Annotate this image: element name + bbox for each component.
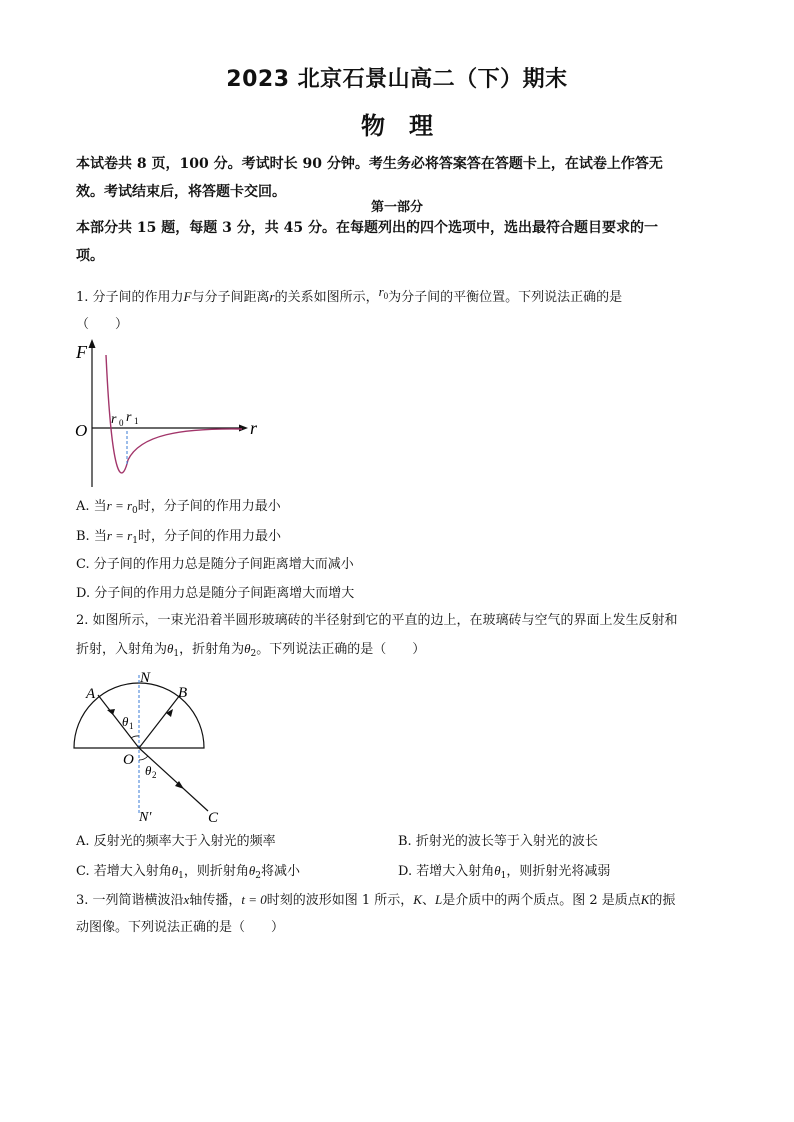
q1-stem — [76, 284, 736, 310]
y-axis-arrow — [89, 339, 96, 348]
part-heading: 第一部分 — [370, 200, 423, 215]
theta1-arc — [131, 736, 139, 738]
axis-label-r: r — [250, 418, 258, 438]
r0-label: r — [111, 412, 117, 427]
q1-stem-a: 1. 分子间的作用力 — [76, 290, 184, 305]
label-N-prime: N′ — [139, 810, 152, 825]
intro-line-2: 效。考试结束后，将答题卡交回。 — [76, 184, 286, 200]
r1-subscript: 1 — [134, 416, 139, 426]
q1-stem-c: 的关系如图所示， — [274, 290, 379, 305]
q2-stem-line-2: 折射，入射角为$\theta_1$，折射角为$\theta_2$。下列说法正确的是（ ） — [76, 641, 426, 659]
x-axis-arrow — [239, 425, 248, 432]
label-theta1-sub: 1 — [129, 721, 134, 731]
q3-stem-line-2: 动图像。下列说法正确的是（ ） — [76, 920, 285, 935]
q2-option-a: A. 反射光的频率大于入射光的频率 — [76, 834, 276, 849]
label-O: O — [123, 752, 134, 768]
exam-title: 2023 北京石景山高二（下）期末 — [226, 67, 568, 92]
label-theta1: θ — [122, 714, 129, 729]
q1-var-r: r — [269, 289, 275, 304]
label-theta2: θ — [145, 763, 152, 778]
q1-stem-b: 与分子间距离 — [191, 290, 270, 305]
q1-option-a: A. 当$r = r_0$时，分子间的作用力最小 — [76, 498, 281, 516]
subject-title: 物 理 — [361, 112, 433, 140]
label-N: N — [140, 670, 151, 686]
label-A: A — [86, 686, 96, 702]
label-theta2-sub: 2 — [152, 770, 157, 780]
part-desc-line-2: 项。 — [76, 248, 104, 264]
q1-var-r0: $r_0$ — [378, 284, 389, 301]
q1-option-c: C. 分子间的作用力总是随分子间距离增大而减小 — [76, 557, 354, 572]
q1-option-b: B. 当$r = r_1$时，分子间的作用力最小 — [76, 528, 281, 546]
theta2-arc — [139, 756, 148, 760]
axis-label-F: F — [76, 342, 87, 362]
q2-option-c: C. 若增大入射角$\theta_1$，则折射角$\theta_2$将减小 — [76, 863, 301, 881]
label-C: C — [208, 810, 219, 826]
r0-subscript: 0 — [119, 418, 124, 428]
q3-stem-line-1: 3. 一列简谐横波沿x轴传播，t = 0时刻的波形如图 1 所示，K、L是介质中的两个质点。图 2 是质点K的振 — [76, 892, 676, 908]
q1-var-F: F — [183, 289, 192, 304]
q2-option-d: D. 若增大入射角$\theta_1$，则折射光将减弱 — [398, 863, 611, 881]
r1-label: r — [126, 410, 132, 425]
q1-stem-d: 为分子间的平衡位置。下列说法正确的是 — [388, 290, 623, 305]
reflected-ray — [139, 695, 180, 748]
incident-arrow — [107, 709, 115, 715]
label-B: B — [178, 685, 188, 701]
q2-option-b: B. 折射光的波长等于入射光的波长 — [398, 834, 598, 849]
q1-answer-paren: （ ） — [76, 317, 129, 332]
reflected-arrow — [166, 709, 173, 717]
intro-line-1: 本试卷共 8 页，100 分。考试时长 90 分钟。考生务必将答案答在答题卡上，在试卷上作答无 — [76, 156, 663, 172]
part-description — [76, 214, 736, 270]
q1-option-d: D. 分子间的作用力总是随分子间距离增大而增大 — [76, 586, 355, 601]
refracted-ray — [139, 748, 208, 811]
q1-force-graph — [70, 335, 270, 495]
q2-stem-line-1: 2. 如图所示，一束光沿着半圆形玻璃砖的半径射到它的平直的边上，在玻璃砖与空气的界面上发生反射和 — [76, 613, 678, 628]
part-desc-line-1: 本部分共 15 题，每题 3 分，共 45 分。在每题列出的四个选项中，选出最符合题目要求的一 — [76, 220, 658, 236]
q2-glass-figure — [68, 665, 228, 827]
origin-label: O — [75, 421, 88, 440]
